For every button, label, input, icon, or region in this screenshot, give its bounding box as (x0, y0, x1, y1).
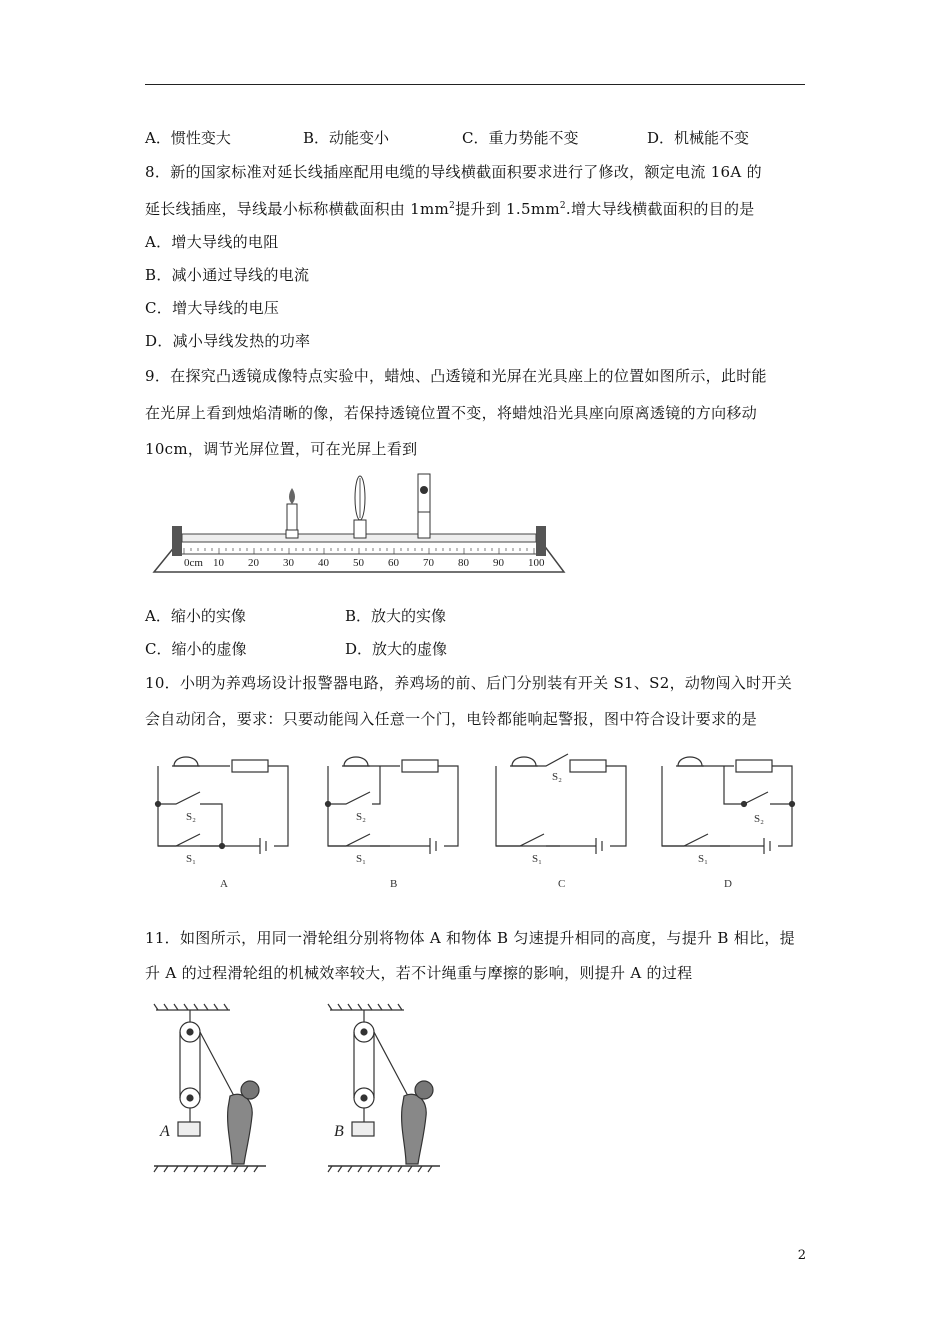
bench-label: 30 (283, 557, 294, 569)
circuit-d-s1-label: S₁ (698, 853, 708, 865)
bench-label: 10 (213, 557, 224, 569)
bench-label: 70 (423, 557, 434, 569)
bench-left-stand (172, 526, 182, 556)
bench-label: 40 (318, 557, 329, 569)
pulley-figure (150, 1000, 450, 1180)
bench-label: 90 (493, 557, 504, 569)
circuit-a-s2-label: S₂ (186, 811, 196, 823)
q9-stem-line1: 9．在探究凸透镜成像特点实验中，蜡烛、凸透镜和光屏在光具座上的位置如图所示，此时能 (145, 367, 767, 385)
q8-stem-line2: 延长线插座，导线最小标称横截面积由 $1mm^2$提升到 $1.5mm^2$.增大导线横截面积的目的是 (145, 200, 755, 218)
q10-stem-line1: 10．小明为养鸡场设计报警器电路，养鸡场的前、后门分别装有开关 S1、S2，动物闯入时开关 (145, 674, 792, 692)
q8-option-a: A．增大导线的电阻 (145, 233, 279, 251)
q7-option-a: A．惯性变大 (145, 129, 231, 147)
circuit-b (326, 757, 459, 854)
circuit-b-label: B (390, 878, 398, 890)
candle-icon (286, 488, 298, 538)
q8-option-d: D．减小导线发热的功率 (145, 332, 311, 350)
pulley-setup-b (328, 1004, 440, 1172)
convex-lens-icon (354, 476, 366, 538)
circuit-c-s1-label: S₁ (532, 853, 542, 865)
circuit-b-s2-label: S₂ (356, 811, 366, 823)
bench-right-stand (536, 526, 546, 556)
pulley-setup-a (154, 1004, 266, 1172)
q9-option-a: A．缩小的实像 (145, 607, 246, 625)
circuit-d (662, 757, 795, 854)
object-b-label: B (334, 1123, 344, 1140)
bench-label: 100 (528, 557, 545, 569)
q9-option-b: B．放大的实像 (345, 607, 447, 625)
alarm-circuits-figure (150, 742, 830, 892)
circuit-d-label: D (724, 878, 732, 890)
q7-option-b: B．动能变小 (303, 129, 390, 147)
q7-option-c: C．重力势能不变 (462, 129, 579, 147)
circuit-a-s1-label: S₁ (186, 853, 196, 865)
q10-stem-line2: 会自动闭合，要求：只要动能闯入任意一个门，电铃都能响起警报，图中符合设计要求的是 (145, 710, 758, 728)
header-rule (145, 84, 805, 85)
circuit-c (496, 754, 626, 854)
circuit-c-label: C (558, 878, 566, 890)
bench-label: 60 (388, 557, 399, 569)
q8-option-b: B．减小通过导线的电流 (145, 266, 310, 284)
circuit-a (156, 757, 289, 854)
q9-stem-line3: 10cm，调节光屏位置，可在光屏上看到 (145, 440, 418, 458)
page-number: 2 (797, 1248, 806, 1263)
q9-stem-line2: 在光屏上看到烛焰清晰的像，若保持透镜位置不变，将蜡烛沿光具座向原离透镜的方向移动 (145, 404, 758, 422)
q8-option-c: C．增大导线的电压 (145, 299, 280, 317)
q7-option-d: D．机械能不变 (647, 129, 750, 147)
q9-option-c: C．缩小的虚像 (145, 640, 247, 658)
q9-option-d: D．放大的虚像 (345, 640, 448, 658)
q11-stem-line1: 11．如图所示，用同一滑轮组分别将物体 A 和物体 B 匀速提升相同的高度，与提升 B 相比，提 (145, 929, 795, 947)
circuit-a-label: A (220, 878, 228, 890)
circuit-d-s2-label: S₂ (754, 813, 764, 825)
light-screen-icon (418, 474, 430, 538)
bench-label: 50 (353, 557, 364, 569)
circuit-c-s2-label: S₂ (552, 771, 562, 783)
bench-label: 0cm (184, 557, 203, 569)
object-a-label: A (160, 1123, 170, 1140)
q8-stem-line1: 8．新的国家标准对延长线插座配用电缆的导线横截面积要求进行了修改，额定电流 16A 的 (145, 163, 762, 181)
bench-label: 80 (458, 557, 469, 569)
optical-bench-figure (150, 468, 570, 578)
circuit-b-s1-label: S₁ (356, 853, 366, 865)
q11-stem-line2: 升 A 的过程滑轮组的机械效率较大，若不计绳重与摩擦的影响，则提升 A 的过程 (145, 964, 693, 982)
bench-label: 20 (248, 557, 259, 569)
